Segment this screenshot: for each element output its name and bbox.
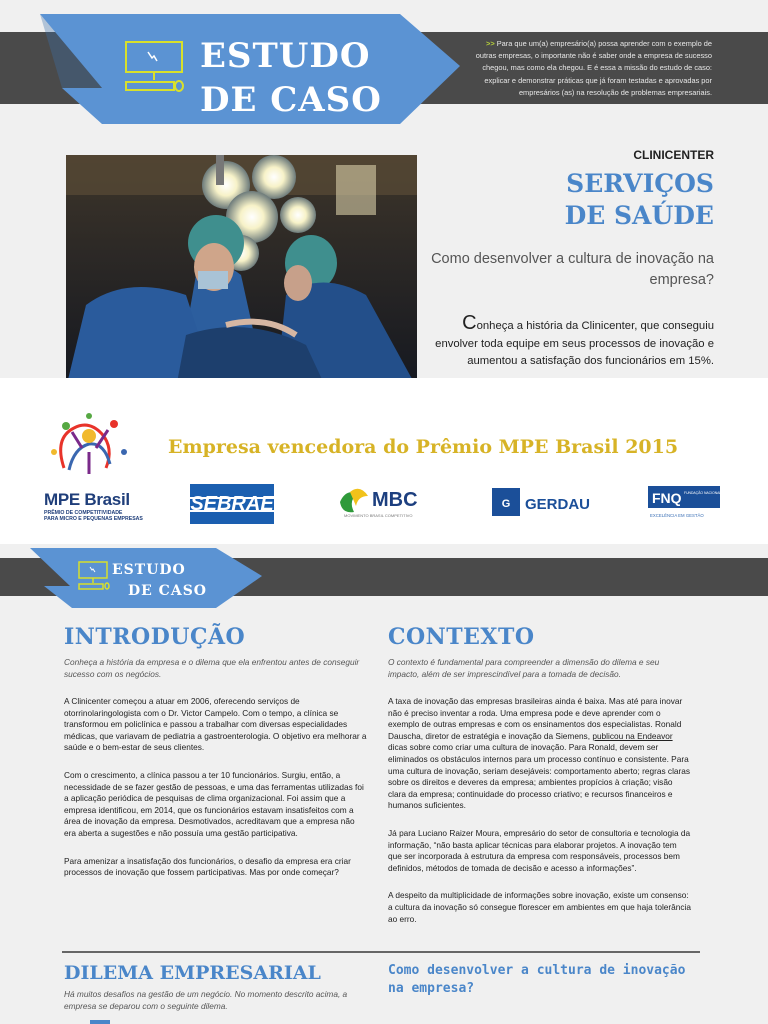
award-title: Empresa vencedora do Prêmio MPE Brasil 2015 <box>168 436 679 458</box>
dilemma-lead: Há muitos desafios na gestão de um negócio. No momento descrito acima, a empresa se deparou com o seguinte dilema. <box>64 989 348 1012</box>
context-paragraph-2: Já para Luciano Raizer Moura, empresário do setor de consultoria e tecnologia da informação, “não basta aplicar técnicas para elaborar projetos. A inovação tem que ser incorporada à estrutura da empresa com responsáveis, processos bem definidos, métodos de tomada de decisão e acesso a informações”. <box>388 827 691 873</box>
title-line-2: DE CASO <box>200 80 382 120</box>
intro-paragraph-1: A Clinicenter começou a atuar em 2006, oferecendo serviços de otorrinolaringologista com o Dr. Victor Campelo. Com o tempo, a clínica se transformou em policlínica e passou a trabalhar com diversas especialidades médicas, que variavam de pediatria a gastroenterologia. O objetivo era melhorar a saúde e o bem-estar de seus clientes. <box>64 696 367 753</box>
mpe-mascot-icon <box>44 408 134 488</box>
section-title-1: ESTUDO <box>112 562 186 578</box>
hero-summary <box>430 312 714 371</box>
divider <box>62 951 700 953</box>
intro-column <box>64 624 368 879</box>
surgery-photo <box>66 155 417 388</box>
dropcap: C <box>462 312 477 334</box>
context-paragraph-1 <box>388 696 692 812</box>
intro-heading: INTRODUÇÃO <box>64 624 246 650</box>
mpe-name: MPE Brasil <box>44 490 130 509</box>
title-line-1: ESTUDO <box>200 36 371 76</box>
gerdau-logo <box>492 488 592 523</box>
page-title <box>200 34 420 122</box>
fnq-text: FNQ <box>652 490 682 506</box>
section-title-2: DE CASO <box>128 583 207 599</box>
sector-title <box>430 168 714 232</box>
hero-text <box>430 148 714 371</box>
context-paragraph-3: A despeito da multiplicidade de informações sobre inovação, existe um consenso: a cultura da inovação só consegue florescer em ambientes em que haja tolerância ao erro. <box>388 890 692 924</box>
mbc-text: MBC <box>372 489 418 511</box>
context-column <box>388 624 692 925</box>
intro-paragraph-2: Com o crescimento, a clínica passou a ter 10 funcionários. Surgiu, então, a necessidade de se fazer gestão de pessoas, e uma das ferramentas utilizadas foi a aplicação periódica de pesquisas de clima organizacional. Foi assim que a empresa identificou, em 2014, que os funcionários estavam insatisfeitos com a área de inovação da empresa. Desmotivados, acreditavam que a empresa não era aberta a sugestões e não possuía uma gestão participativa. <box>64 769 364 838</box>
computer-icon <box>124 40 184 96</box>
header-note-text: Para que um(a) empresário(a) possa aprender com o exemplo de outras empresas, o importante não é saber onde a empresa de sucesso chegou, mas como ela chegou. E é essa a missão do estudo de caso: explicar e demonstrar práticas que já foram testadas e aprovadas por empresários (as) na resolução de problemas empresariais. <box>475 39 712 97</box>
intro-paragraph-3: Para amenizar a insatisfação dos funcionários, o desafio da empresa era criar processos de inovação que fossem participativas. Mas por onde começar? <box>64 855 351 878</box>
gerdau-text: GERDAU <box>525 496 591 513</box>
sebrae-text: SEBRAE <box>190 493 274 515</box>
fnq-tag: EXCELÊNCIA EM GESTÃO <box>650 513 704 518</box>
mpe-sub-2: PARA MICRO E PEQUENAS EMPRESAS <box>44 516 143 522</box>
hero-question: Como desenvolver a cultura de inovação na empresa? <box>431 251 714 288</box>
fnq-logo <box>648 486 748 525</box>
dilemma-question: Como desenvolver a cultura de inovação na empresa? <box>388 963 686 996</box>
award-band <box>0 378 768 544</box>
mpe-sub-1: PRÊMIO DE COMPETITIVIDADE <box>44 510 123 516</box>
mbc-logo <box>336 484 436 525</box>
context-heading: CONTEXTO <box>388 624 535 650</box>
summary-text: onheça a história da Clinicenter, que conseguiu envolver toda equipe em seus processos de inovação e aumentou a satisfação dos funcionários em 15%. <box>435 320 714 367</box>
mbc-sub: MOVIMENTO BRASIL COMPETITIVO <box>344 513 413 518</box>
context-lead: O contexto é fundamental para compreender a dimensão do dilema e seu impacto, além de ser imprescindível para a tomada de decisão. <box>388 657 660 679</box>
sector-line-1: SERVIÇOS <box>566 169 714 198</box>
company-name: CLINICENTER <box>633 148 714 162</box>
bottom-accent <box>90 1020 110 1024</box>
sector-line-2: DE SAÚDE <box>564 201 714 230</box>
mpe-logo <box>44 490 144 522</box>
section-title <box>112 560 207 602</box>
arrow-icon: >> <box>486 39 495 48</box>
computer-icon-small <box>78 561 110 593</box>
context-p1-text-a: A taxa de inovação das empresas brasileiras ainda é baixa. Mas até para inovar não é preciso inventar a roda. Uma empresa pode e deve aprender com o exemplo de outras empresas e com os ensinamentos dos especialistas. Ronald Dauscha, diretor de estratégia e inovação da Siemens, <box>388 696 683 741</box>
fnq-sub: FUNDAÇÃO NACIONAL DA QUALIDADE <box>684 491 748 495</box>
context-p1-text-b: dicas sobre como criar uma cultura de inovação. Para Ronald, devem ser eliminados os obstáculos internos para um processo contínuo e consistente. Para uma cultura de inovação, seriam desejáveis: comportamento aberto; regras claras sobre os direitos e deveres da empresa; ambientes propícios à criação; visão clara da empresa; continuidade do processo criativo; e recursos financeiros e humanos suficientes. <box>388 742 691 811</box>
intro-lead: Conheça a história da empresa e o dilema que ela enfrentou antes de conseguir sucesso com os negócios. <box>64 657 360 679</box>
sebrae-logo <box>190 484 274 529</box>
endeavor-link[interactable]: publicou na Endeavor <box>592 730 673 741</box>
dilemma-heading: DILEMA EMPRESARIAL <box>64 962 321 984</box>
svg-text:G: G <box>501 498 511 510</box>
header-note <box>468 38 712 99</box>
